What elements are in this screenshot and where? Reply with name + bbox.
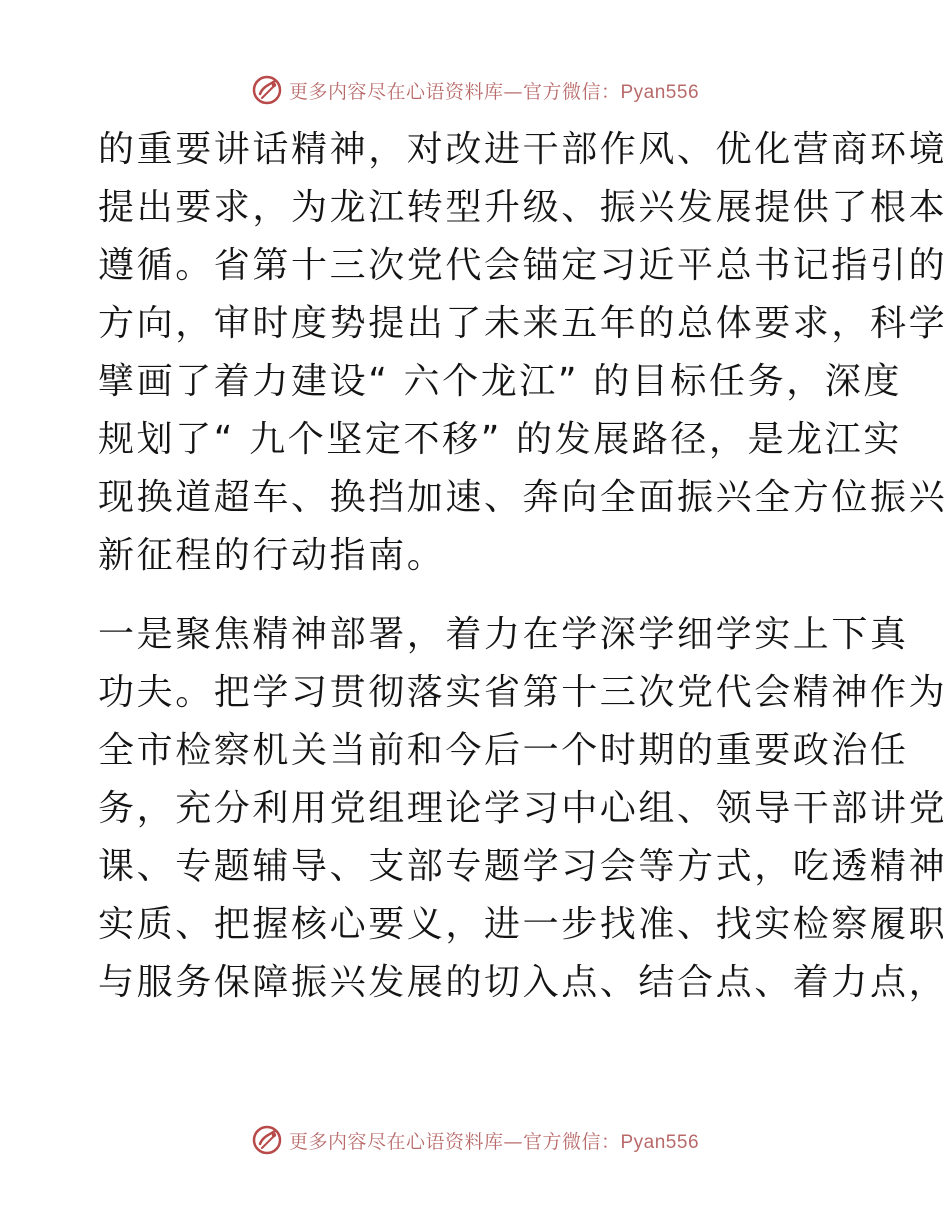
text-line: 遵循。省第十三次党代会锚定习近平总书记指引的 [98, 245, 948, 286]
text-line: 新征程的行动指南。 [98, 535, 446, 576]
watermark-id: Pyan556 [620, 1131, 700, 1153]
paragraph-1 [98, 121, 948, 585]
text-line: 方向，审时度势提出了未来五年的总体要求，科学 [98, 303, 948, 344]
header-watermark [0, 70, 950, 110]
text-line: 现换道超车、换挡加速、奔向全面振兴全方位振兴 [98, 477, 948, 518]
text-line: 功夫。把学习贯彻落实省第十三次党代会精神作为 [98, 672, 948, 713]
watermark-id: Pyan556 [620, 81, 700, 103]
text-line: 擘画了着力建设“ 六个龙江” 的目标任务，深度 [98, 361, 902, 402]
text-line: 实质、把握核心要义，进一步找准、找实检察履职 [98, 904, 948, 945]
document-body [98, 121, 948, 1012]
text-line: 一是聚焦精神部署，着力在学深学细学实上下真 [98, 614, 909, 655]
brand-logo-icon [251, 74, 283, 106]
text-line: 与服务保障振兴发展的切入点、结合点、着力点， [98, 962, 948, 1003]
text-line: 全市检察机关当前和今后一个时期的重要政治任 [98, 730, 909, 771]
text-line: 课、专题辅导、支部专题学习会等方式，吃透精神 [98, 846, 948, 887]
watermark-brand: 更多内容尽在心语资料库 [288, 80, 504, 103]
watermark-contact: 官方微信： [522, 80, 621, 103]
brand-logo-icon [251, 1124, 283, 1156]
watermark-text [289, 1127, 699, 1154]
text-line: 提出要求，为龙江转型升级、振兴发展提供了根本 [98, 187, 948, 228]
watermark-text [289, 77, 699, 104]
text-line: 务，充分利用党组理论学习中心组、领导干部讲党 [98, 788, 948, 829]
watermark-brand: 更多内容尽在心语资料库 [288, 1130, 504, 1153]
footer-watermark [0, 1120, 950, 1160]
text-line: 规划了“ 九个坚定不移” 的发展路径，是龙江实 [98, 419, 902, 460]
watermark-dash: — [503, 1130, 523, 1153]
paragraph-2 [98, 606, 948, 1012]
watermark-dash: — [503, 80, 523, 103]
text-line: 的重要讲话精神，对改进干部作风、优化营商环境 [98, 129, 948, 170]
watermark-contact: 官方微信： [522, 1130, 621, 1153]
paragraph-gap [98, 585, 858, 606]
